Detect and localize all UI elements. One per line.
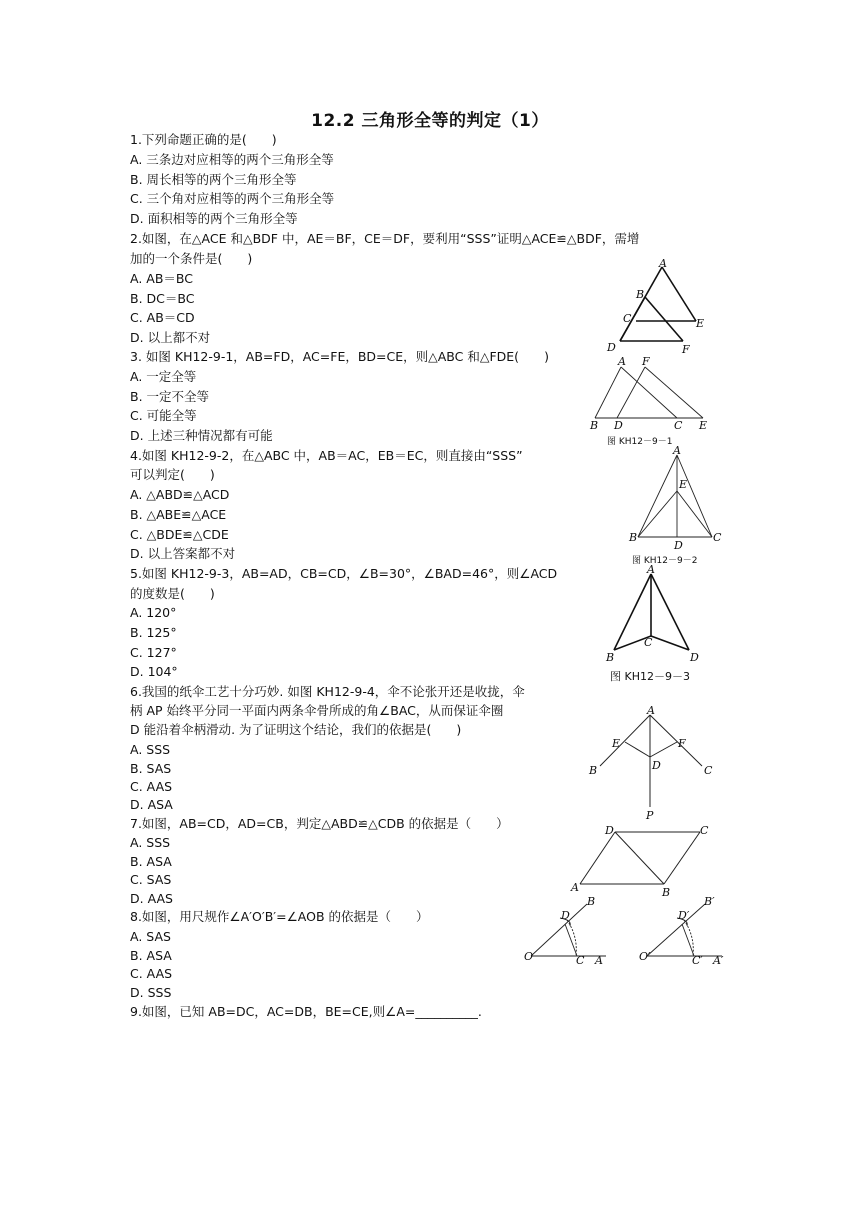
q5-option-c: C. 127° (130, 645, 177, 660)
figure-parallelogram (568, 822, 718, 898)
figure-kh12-9-1 (585, 355, 715, 450)
label-c: C (700, 824, 709, 837)
figure-caption: 图 KH12－9－1 (607, 437, 673, 447)
label-e: E (696, 317, 705, 330)
figure-kh12-9-2 (622, 445, 722, 570)
label-a-prime: A′ (713, 954, 724, 967)
q7-option-a: A. SSS (130, 835, 171, 850)
q6-option-d: D. ASA (130, 797, 173, 812)
figure-caption: 图 KH12－9－3 (610, 670, 690, 683)
q3-option-a: A. 一定全等 (130, 369, 197, 384)
q3-option-b: B. 一定不全等 (130, 389, 210, 404)
q1-option-a: A. 三条边对应相等的两个三角形全等 (130, 152, 334, 167)
q2-option-c: C. AB＝CD (130, 310, 195, 325)
label-p: P (646, 809, 654, 822)
label-o: O (524, 950, 534, 963)
label-f: F (678, 737, 686, 750)
label-a: A (647, 563, 655, 576)
q1-option-c: C. 三个角对应相等的两个三角形全等 (130, 191, 335, 206)
q5-stem-2: 的度数是( ) (130, 586, 215, 601)
q4-option-b: B. △ABE≌△ACE (130, 507, 227, 522)
q6-stem-3: D 能沿着伞柄滑动. 为了证明这个结论，我们的依据是( ) (130, 722, 462, 737)
label-d-prime: D′ (678, 909, 690, 922)
label-c: C (704, 764, 713, 777)
figure-angle-construction (520, 896, 730, 968)
figure-q2-triangles (600, 255, 710, 355)
q6-option-b: B. SAS (130, 761, 172, 776)
label-d: D (690, 651, 699, 664)
q2-stem: 2.如图，在△ACE 和△BDF 中，AE＝BF，CE＝DF，要利用“SSS”证明△ACE≌△BDF，需增 (130, 231, 640, 246)
figure-caption: 图 KH12－9－2 (632, 556, 698, 566)
label-a: A (595, 954, 603, 967)
label-a: A (647, 704, 655, 717)
label-b: B (636, 288, 645, 301)
q9-stem: 9.如图，已知 AB=DC，AC=DB，BE=CE,则∠A=__________. (130, 1004, 482, 1019)
label-a: A (659, 257, 667, 270)
q8-option-c: C. AAS (130, 966, 173, 981)
label-b: B (590, 419, 599, 432)
q1-stem: 1.下列命题正确的是( ) (130, 132, 277, 147)
label-a: A (571, 881, 579, 894)
q8-option-b: B. ASA (130, 948, 172, 963)
label-f: F (682, 343, 690, 356)
q3-stem: 3. 如图 KH12-9-1，AB=FD，AC=FE，BD=CE，则△ABC 和△FDE( ) (130, 349, 549, 364)
q6-stem-2: 柄 AP 始终平分同一平面内两条伞骨所成的角∠BAC，从而保证伞圈 (130, 703, 504, 718)
q6-option-c: C. AAS (130, 779, 173, 794)
label-e: E (699, 419, 708, 432)
q4-option-a: A. △ABD≌△ACD (130, 487, 230, 502)
label-e: E (612, 737, 621, 750)
q4-option-c: C. △BDE≌△CDE (130, 527, 229, 542)
label-d: D (561, 909, 570, 922)
label-f: F (642, 355, 650, 368)
label-a: A (673, 444, 681, 457)
q4-stem: 4.如图 KH12-9-2，在△ABC 中，AB＝AC，EB＝EC，则直接由“SSS” (130, 448, 523, 463)
q3-option-c: C. 可能全等 (130, 408, 197, 423)
label-d: D (605, 824, 614, 837)
q5-option-d: D. 104° (130, 664, 178, 679)
label-d: D (614, 419, 623, 432)
label-c: C (674, 419, 683, 432)
label-b: B (629, 531, 638, 544)
label-b: B (587, 895, 596, 908)
q7-option-d: D. AAS (130, 891, 173, 906)
figure-kh12-9-3 (600, 560, 720, 685)
q2-option-a: A. AB＝BC (130, 271, 193, 286)
q5-option-a: A. 120° (130, 605, 177, 620)
q5-option-b: B. 125° (130, 625, 177, 640)
q3-option-d: D. 上述三种情况都有可能 (130, 428, 273, 443)
q1-option-b: B. 周长相等的两个三角形全等 (130, 172, 297, 187)
label-d: D (607, 341, 616, 354)
q1-option-d: D. 面积相等的两个三角形全等 (130, 211, 298, 226)
q4-option-d: D. 以上答案都不对 (130, 546, 236, 561)
q7-option-b: B. ASA (130, 854, 172, 869)
q2-option-d: D. 以上都不对 (130, 330, 211, 345)
q2-stem-2: 加的一个条件是( ) (130, 251, 253, 266)
label-e: E (679, 478, 688, 491)
label-a: A (618, 355, 626, 368)
q6-stem: 6.我国的纸伞工艺十分巧妙. 如图 KH12-9-4，伞不论张开还是收拢，伞 (130, 684, 525, 699)
label-b: B (662, 886, 671, 899)
label-b: B (589, 764, 598, 777)
label-d: D (674, 539, 683, 552)
q8-option-d: D. SSS (130, 985, 172, 1000)
q7-option-c: C. SAS (130, 872, 172, 887)
label-o-prime: O′ (639, 950, 651, 963)
label-b-prime: B′ (704, 895, 715, 908)
label-c-prime: C′ (692, 954, 703, 967)
label-c: C (713, 531, 722, 544)
q6-option-a: A. SSS (130, 742, 171, 757)
q8-stem: 8.如图，用尺规作∠A′O′B′=∠AOB 的依据是（ ） (130, 909, 429, 924)
label-b: B (606, 651, 615, 664)
page-title: 12.2 三角形全等的判定（1） (311, 111, 549, 131)
q2-option-b: B. DC＝BC (130, 291, 195, 306)
label-d: D (652, 759, 661, 772)
q5-stem: 5.如图 KH12-9-3，AB=AD，CB=CD，∠B=30°，∠BAD=46°，则∠ACD (130, 566, 558, 581)
label-c: C (576, 954, 585, 967)
figure-umbrella (582, 702, 722, 822)
label-c: C (644, 636, 653, 649)
q8-option-a: A. SAS (130, 929, 171, 944)
label-c: C (623, 312, 632, 325)
q4-stem-2: 可以判定( ) (130, 467, 215, 482)
q7-stem: 7.如图，AB=CD，AD=CB，判定△ABD≌△CDB 的依据是（ ） (130, 816, 509, 831)
